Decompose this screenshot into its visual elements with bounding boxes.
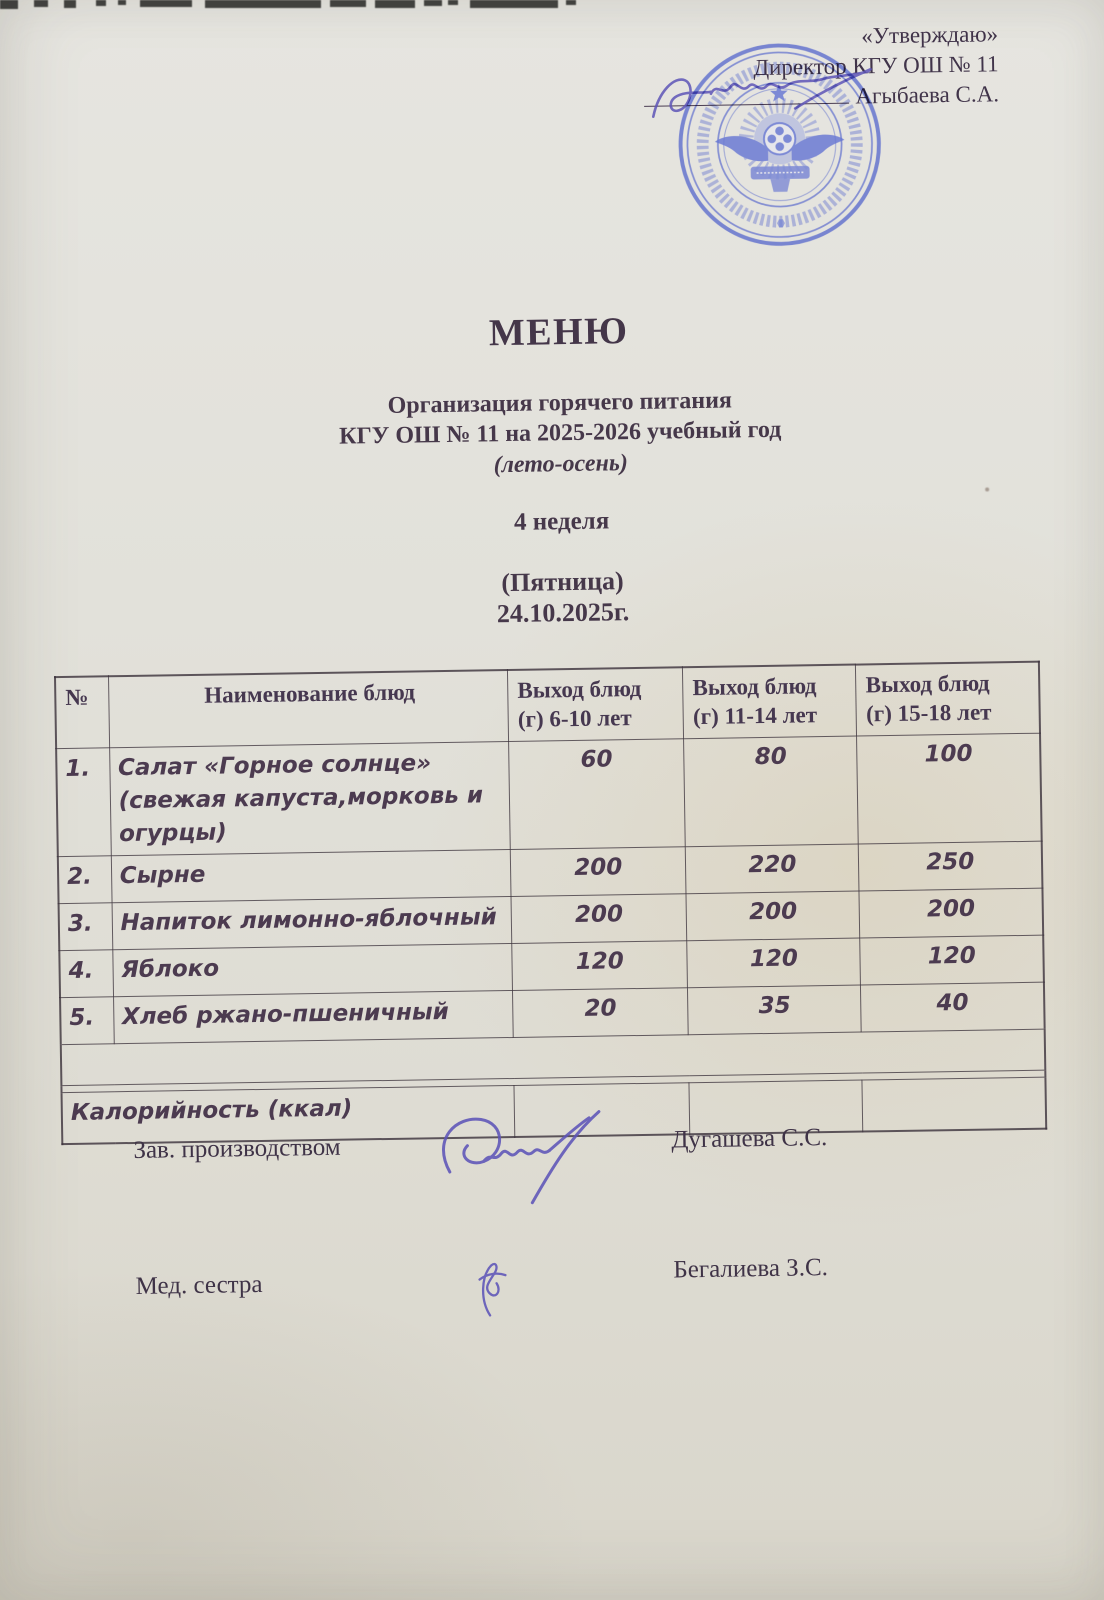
output-15-18: 200	[859, 888, 1043, 938]
output-11-14: 35	[688, 985, 862, 1035]
name-nurse: Бегалиева З.С.	[673, 1254, 829, 1284]
dish-name: Напиток лимонно-яблочный	[112, 897, 512, 950]
weekday-label: (Пятница)	[501, 566, 624, 598]
header-output-6-10: Выход блюд (г) 6-10 лет	[508, 667, 684, 741]
role-label-nurse: Мед. сестра	[135, 1270, 263, 1300]
row-number: 4.	[59, 950, 113, 998]
dish-name: Хлеб ржано-пшеничный	[113, 990, 513, 1043]
header-output-11-14: Выход блюд (г) 11-14 лет	[683, 665, 857, 739]
role-label-production-manager: Зав. производством	[133, 1133, 341, 1164]
output-15-18: 100	[857, 733, 1042, 844]
menu-table	[54, 661, 1047, 1145]
row-number: 5.	[60, 997, 114, 1045]
official-stamp-icon	[670, 35, 889, 254]
subtitle-line-1: Организация горячего питания	[387, 387, 733, 419]
output-11-14: 200	[686, 891, 860, 941]
production-manager-signature	[413, 1105, 619, 1222]
scan-edge-artifacts	[0, 0, 620, 14]
subtitle-line-2: КГУ ОШ № 11 на 2025-2026 учебный год	[338, 416, 782, 450]
director-name: Агыбаева С.А.	[855, 81, 1000, 109]
output-6-10: 120	[512, 941, 688, 991]
week-label: 4 неделя	[513, 507, 610, 536]
row-number: 1.	[56, 748, 111, 857]
paper-speck	[985, 487, 989, 491]
header-output-15-18: Выход блюд (г) 15-18 лет	[856, 662, 1040, 736]
output-6-10: 200	[510, 847, 686, 897]
output-15-18: 120	[860, 935, 1044, 985]
dish-name: Яблоко	[112, 943, 512, 996]
table-row	[56, 733, 1042, 856]
row-number: 3.	[59, 903, 113, 951]
header-dish-name: Наименование блюд	[108, 670, 509, 748]
row-number: 2.	[58, 856, 112, 904]
calories-label: Калорийность (ккал)	[62, 1085, 515, 1144]
subtitle-line-3: (лето-осень)	[493, 450, 629, 479]
output-11-14: 120	[687, 938, 861, 988]
output-6-10: 20	[513, 988, 689, 1038]
approval-director-line: Директор КГУ ОШ № 11	[753, 51, 999, 81]
page-title: МЕНЮ	[488, 310, 629, 355]
dish-name: Сырне	[111, 850, 511, 903]
nurse-signature	[465, 1257, 512, 1324]
output-11-14: 80	[684, 736, 859, 847]
output-6-10: 60	[509, 739, 686, 850]
dish-name: Салат «Горное солнце» (свежая капуста,морковь и огурцы)	[109, 742, 510, 856]
calories-15-18	[862, 1077, 1046, 1131]
output-15-18: 40	[861, 982, 1045, 1032]
name-production-manager: Дугашева С.С.	[671, 1124, 828, 1154]
date-label: 24.10.2025г.	[496, 597, 630, 629]
output-6-10: 200	[511, 894, 687, 944]
approval-line: «Утверждаю»	[861, 21, 999, 49]
header-num: №	[55, 676, 109, 748]
output-11-14: 220	[686, 844, 860, 894]
output-15-18: 250	[859, 841, 1043, 891]
